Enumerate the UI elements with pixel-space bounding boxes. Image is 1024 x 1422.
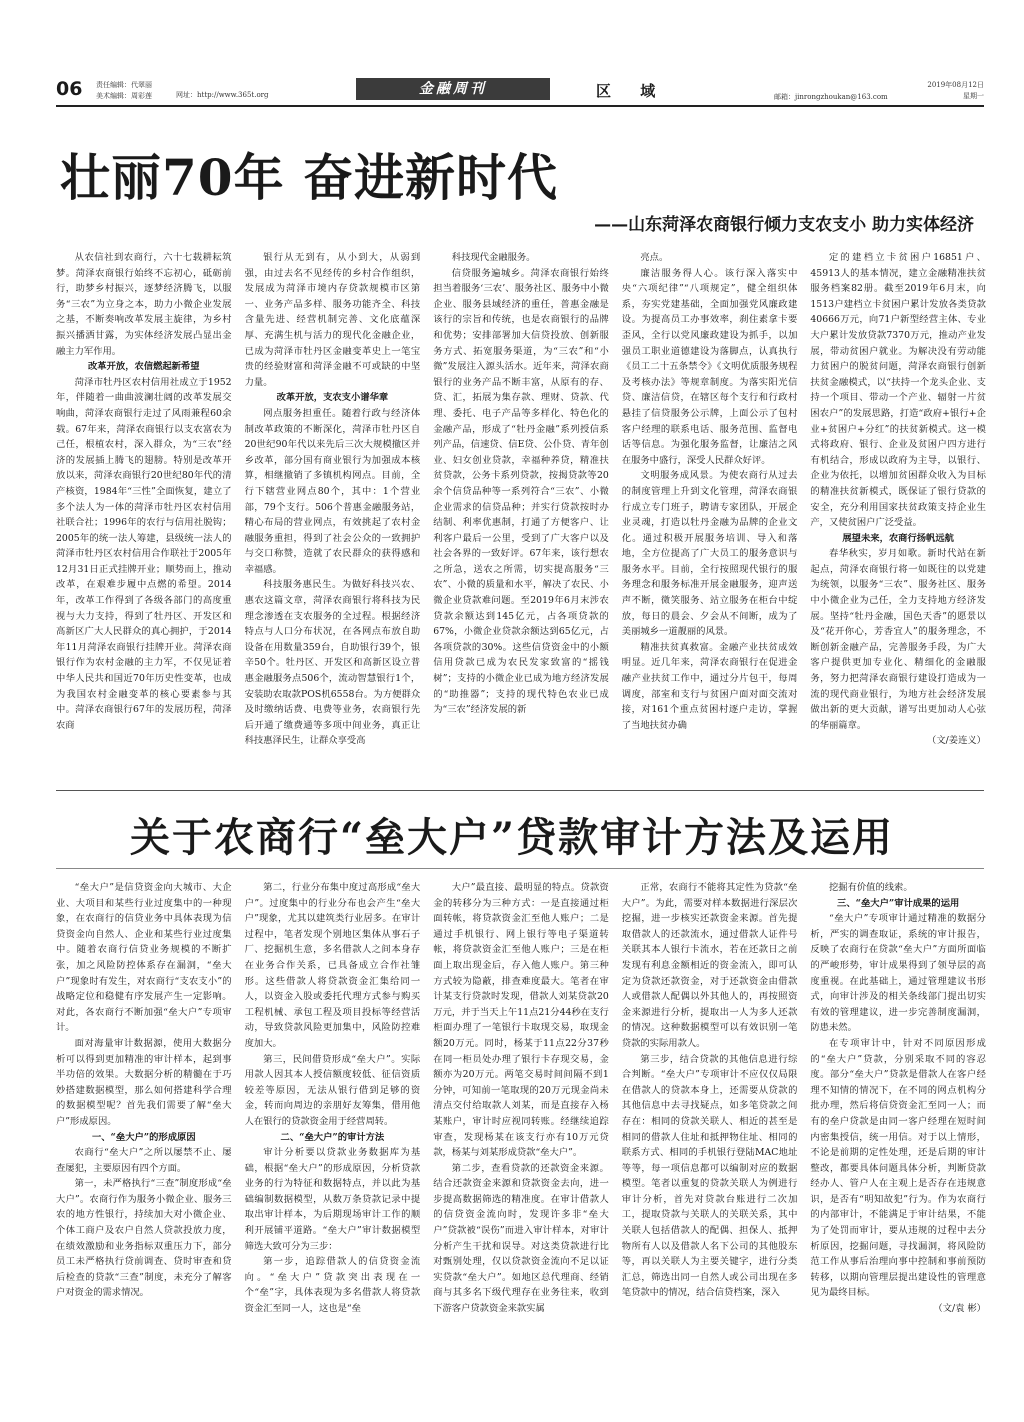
paragraph: 银行从无到有，从小到大，从弱到强，由过去名不见经传的乡村合作组织，发展成为菏泽市境内存贷款规模市区第一、业务产品多样、服务功能齐全、科技含量先进、经营机制完善、文化底蕴深厚、充满生机与活力的现代化金融企业，已成为菏泽市牡丹区金融变革史上一笔宝贵的经验财富和菏泽金融不可或缺的中坚力量。: [244, 252, 421, 388]
paragraph: 菏泽市牡丹区农村信用社成立于1952年，伴随着一曲曲波澜壮阔的改革发展交响曲，菏泽农商银行走过了风雨兼程60余载。67年来，菏泽农商银行以支农富农为己任，根植农村，深入群众，为“三农”经济的发展插上腾飞的翅膀。特别是改革开放以来，菏泽农商银行20世纪80年代的清产核资，1984年“三性”全面恢复，建立了多个法人为一体的菏泽市牡丹区农村信用社联合社；1996年的农行与信用社脱钩；2005年的统一法人筹建，县级统一法人的菏泽市牡丹区农村信用合作联社于2005年12月31日正式挂牌开业；顺势而上，推动改革，在艰难步履中点燃的希望。2014年，改革工作得到了各级各部门的高度重视与大力支持，得到了牡丹区、开发区和高新区广大人民群众的真心拥护，于2014年11月菏泽农商银行挂牌开业。菏泽农商银行作为农村金融的主力军，不仅见证着中华人民共和国近70年历史性变革，也成为我国农村金融变革的核心要素参与其中。菏泽农商银行67年的发展历程，菏泽农商: [56, 376, 232, 731]
paragraph: 亮点。: [640, 252, 669, 263]
paragraph: 科技服务惠民生。为做好科技兴农、惠农这篇文章，菏泽农商银行将科技为民理念渗透在支农服务的全过程。根据经济特点与人口分布状况，在各网点布放自助设备在用数量359台，自助银行39个，银辛50个。牡丹区、开发区和高新区设立普惠金融服务点506个，流动智慧银行1个，安装助农取款POS机6558台。为方便群众及时缴纳话费、电费等业务，农商银行先后开通了缴费通等多项中间业务，真正让科技惠泽民生，让群众享受高: [244, 579, 421, 747]
byline: （文/袁 彬）: [933, 1303, 986, 1315]
editor-name: 责任编辑：代翠丽: [96, 81, 152, 89]
article2-col4: [622, 880, 798, 1390]
weekday-text: 星期一: [963, 92, 984, 100]
section-heading: 展望未来，农商行扬帆远航: [842, 532, 954, 544]
article2-body: [56, 880, 986, 1390]
paragraph: 廉洁服务得人心。该行深入落实中央“六项纪律”“八项规定”，健全组织体系，夯实党建基础，全面加强党风廉政建设。为提高员工办事效率，刹住素拿卡要歪风，全行以党风廉政建设为抓手，以加强员工职业道德建设为落脚点，认真执行《员工二十五条禁令》《文明优质服务规程及考核办法》等规章制度。为落实阳光信贷、廉洁信贷，在辖区每个支行和行政村悬挂了信贷服务公示牌，上面公示了包村客户经理的联系电话、服务范围、监督电话等信息。为强化服务监督，让廉洁之风在服务中盛行，深受人民群众好评。: [621, 267, 798, 466]
paragraph: 第三步，结合贷款的其他信息进行综合判断。“垒大户”专项审计不应仅仅局限在借款人的贷款本身上，还需要从贷款的其他信息中去寻找疑点，如多笔贷款之间存在：相同的贷款关联人、相近的甚至是相同的借款人住址和抵押物住址、相同的联系方式、相同的手机银行登陆MAC地址等等，每一项信息都可以编制对应的数据模型。笔者以重复的贷款关联人为例进行审计分析，首先对贷款台账进行二次加工，提取贷款与关联人的关联关系，其中关联人包括借款人的配偶、担保人、抵押物所有人以及借款人名下公司的其他股东等，再以关联人为主要关键字，进行分类汇总，筛选出同一自然人或公司出现在多笔贷款中的情况，结合信贷档案，深入: [621, 1053, 798, 1299]
paragraph: 第三，民间借贷形成“垒大户”。实际用款人因其本人授信额度较低、征信资质较差等原因，无法从银行借到足够的资金，转而向周边的亲朋好友筹集，借用他人在银行的贷款资金用于经营周转。: [244, 1053, 421, 1127]
email: 邮箱：jinrongzhoukan@163.com: [774, 93, 888, 101]
paragraph: 从农信社到农商行，六十七载耕耘筑梦。菏泽农商银行始终不忘初心，砥砺前行，助梦乡村振兴，逐梦经济腾飞，以服务“三农”为立身之本，助力小微企业发展之基，不断奏响改革发展主旋律，为乡村振兴播洒甘露，为实体经济发展凸显出金融主力军作用。: [56, 252, 232, 357]
editor-credits: [96, 80, 152, 102]
article1-col5: [810, 250, 986, 782]
section-title: 区 域: [596, 82, 668, 100]
paragraph: 审计分析要以贷款业务数据库为基础，根据“垒大户”的形成原因，分析贷款业务的行为特征和数据特点，并以此为基础编制数据模型，从数万条贷款记录中提取出审计样本，为后期现场审计工作的顺利开展铺平道路。“垒大户”审计数据模型筛选大致可分为三步：: [244, 1147, 421, 1252]
paragraph: “垒大户”专项审计通过精准的数据分析，严实的调查取证，系统的审计报告，反映了农商行在贷款“垒大户”方面所面临的严峻形势，审计成果得到了领导层的高度重视。在此基础上，通过管理建议书形式，向审计涉及的相关条线部门提出切实有效的管理建议，进一步完善制度漏洞，防患未然。: [810, 913, 986, 1034]
article2-col2: [245, 880, 421, 1390]
paragraph: 面对海量审计数据源，使用大数据分析可以得到更加精准的审计样本，起到事半功倍的效果。大数据分析的精髓在于巧妙搭建数据模型，那么如何搭建科学合理的数据模型呢？首先我们需要了解“垒大户”形成原因。: [56, 1037, 232, 1127]
article-divider: [56, 790, 984, 791]
article1-col1: [56, 250, 232, 782]
article2-title-rule: [56, 868, 984, 869]
paragraph: 第二，行业分布集中度过高形成“垒大户”。过度集中的行业分布也会产生“垒大户”现象，尤其以建筑类行业居多。在审计过程中，笔者发现个别地区集体从事石子厂、挖掘机生意，多名借款人之间本身存在业务合作关系，已具备成立合作社雏形。这些借款人将贷款资金汇集给同一人，以资金入股或委托代理方式参与购买工程机械、承包工程及项目投标等经营活动，导致贷款风险更加集中，风险防控难度加大。: [244, 882, 421, 1049]
paragraph: 春华秋实，岁月如歌。新时代站在新起点，菏泽农商银行将一如既往的以党建为统领，以服务“三农”、服务社区、服务中小微企业为己任，全力支持地方经济发展。坚持“牡丹金融，国色天香”的愿景以及“花开你心，芳香宜人”的服务理念，不断创新金融产品，完善服务手段，为广大客户提供更加专业化、精细化的金融服务，努力把菏泽农商银行建设打造成为一流的现代商业银行，为地方社会经济发展做出新的更大贡献，谱写出更加动人心弦的华丽篇章。: [810, 548, 986, 731]
designer-name: 美术编辑：周彩莲: [96, 92, 152, 100]
section-heading: 三、“垒大户”审计成果的运用: [837, 897, 960, 909]
article1-col2: [245, 250, 421, 782]
masthead: 金融周刊: [356, 78, 550, 100]
paragraph: 第一步，追踪借款人的信贷资金流向。“垒大户”贷款突出表现在一个“垒”字，具体表现为多名借款人将贷款资金汇至同一人，这也是“垒: [244, 1256, 421, 1315]
article1-col3: [433, 250, 609, 782]
article2-col1: [56, 880, 232, 1390]
article2-title: 关于农商行“垒大户”贷款审计方法及运用: [130, 814, 895, 861]
paragraph: 大户”最直接、最明显的特点。贷款资金的转移分为三种方式：一是直接通过柜面转帐，将贷款资金汇至他人账户；二是通过手机银行、网上银行等电子渠道转帐，将贷款资金汇至他人账户；三是在柜面上取出现金后，存入他人账户。第三种方式较为隐蔽，排查难度最大。笔者在审计某支行贷款时发现，借款人刘某贷款20万元，并于当天上午11点21分44秒在支行柜面办理了一笔银行卡取现交易，取现金额20万元。同时，杨某于11点22分37秒在同一柜员处办理了银行卡存现交易，金额亦为20万元。两笔交易时间间隔不到1分钟，可知前一笔取现的20万元现金尚未清点交付给取款人刘某，而是直接存入杨某账户，审计时应视同转账。经继续追踪审查，发现杨某在该支行亦有10万元贷款，杨某与刘某形成贷款“垒大户”。: [433, 882, 609, 1159]
paragraph: “垒大户”是信贷资金向大城市、大企业、大项目和某些行业过度集中的一种现象，在农商行的信贷业务中具体表现为信贷资金向自然人、企业和某些行业过度集中。随着农商行信贷业务规模的不断扩张，加之风险防控体系存在漏洞，“垒大户”现象时有发生，对农商行“支农支小”的战略定位和稳健有序发展产生一定影响。对此，各农商行不断加强“垒大户”专项审计。: [56, 882, 232, 1034]
section-heading: 一、“垒大户”的形成原因: [91, 1131, 196, 1143]
article2-col5: [810, 880, 986, 1390]
article2-col3: [433, 880, 609, 1390]
paragraph: 在专项审计中，针对不同原因形成的“垒大户”贷款，分别采取不同的容忍度。部分“垒大户”贷款是借款人在客户经理不知情的情况下，在不同的网点机构分批办理，然后将信贷资金汇至同一人；而有的垒户贷款是由同一客户经理在短时间内密集授信，统一用信。对于以上情形，不论是前期的定性处理，还是后期的审计整改，都要具体问题具体分析，判断贷款经办人、管户人在主观上是否存在违规意识，是否有“明知故犯”行为。作为农商行的内部审计，不能满足于审计结果，不能为了处罚而审计，要从违规的过程中去分析原因，挖掘问题，寻找漏洞，将风险防范工作从事后治理向事中控制和事前预防转移，以期向管理层提出建设性的管理意见为最终目标。: [810, 1037, 986, 1299]
article1-body: [56, 250, 986, 782]
section-heading: 二、“垒大户”的审计方法: [280, 1131, 385, 1143]
paragraph: 农商行“垒大户”之所以屡禁不止、屡查屡犯，主要原因有四个方面。: [56, 1147, 232, 1174]
paragraph: 网点服务担重任。随着行政与经济体制改革政策的不断深化，菏泽市牡丹区自20世纪90年代以来先后三次大规模撤区并乡改革，部分国有商业银行为加强成本核算，相继撤销了多镇机构网点。目前，全行下辖营业网点80个，其中：1个营业部，79个支行。506个普惠金融服务站，精心布局的营业网点，有效挑起了农村金融服务重担，得到了社会公众的一致拥护与交口称赞，造就了农民群众的获得感和幸福感。: [244, 407, 421, 575]
paragraph: 第一，未严格执行“三查”制度形成“垒大户”。农商行作为服务小微企业、服务三农的地方性银行，持续加大对小微企业、个体工商户及农户自然人贷款投放力度，在绩效激励和业务指标双重压力下，部分员工未严格执行贷前调查、贷时审查和贷后检查的贷款“三查”制度，未充分了解客户对资金的需求情况。: [56, 1178, 232, 1299]
paragraph: 科技现代金融服务。: [451, 252, 536, 263]
article1-col4: [622, 250, 798, 782]
article1-title: 壮丽70年 奋进新时代: [60, 148, 558, 207]
website: 网址：http://www.365t.org: [176, 91, 269, 99]
paragraph: 挖掘有价值的线索。: [828, 882, 913, 893]
paragraph: 正常，农商行不能将其定性为贷款“垒大户”。为此，需要对样本数据进行深层次挖掘，进一步核实还款资金来源。首先提取借款人的还款流水，通过借款人证件号关联其本人银行卡流水，若在还款日之前发现有利息金额相近的资金流入，即可认定为贷款还款资金，对于还款资金由借款人或借款人配偶以外其他人的，再按照资金来源进行分析，提取出一人为多人还款的情况。这种数据模型可以有效识别一笔贷款的实际用款人。: [621, 882, 798, 1049]
article1-subtitle: ——山东菏泽农商银行倾力支农支小 助力实体经济: [594, 215, 974, 235]
paragraph: 第二步，查看贷款的还款资金来源。结合还款资金来源和贷款资金去向，进一步提高数据筛选的精准度。在审计借款人的信贷资金流向时，发现许多非“垒大户”贷款被“误伤”而进入审计样本，对审计分析产生干扰和误导。对这类贷款进行比对甄别处理，仅以贷款资金流向不足以证实贷款“垒大户”。如地区总代理商、经销商与其多名下级代理存在业务往来，收到下游客户贷款资金来款实属: [433, 1162, 609, 1315]
header-rule: [56, 105, 984, 107]
paragraph: 文明服务成风景。为使农商行从过去的制度管理上升到文化管理，菏泽农商银行成立专门班子，聘请专家团队，开展企业灵魂，打造以牡丹金融为品牌的企业文化。通过积极开展服务培训、导入和落地，全方位提高了广大员工的服务意识与服务水平。目前，全行按照现代银行的服务理念和服务标准开展金融服务，迎声送声不断，微笑服务、站立服务在柜台中绽放，每日的晨会、夕会从不间断，成为了美丽城乡一道靓丽的风景。: [621, 470, 798, 638]
issue-date: [927, 80, 984, 102]
page-number: 06: [56, 78, 83, 100]
date-text: 2019年08月12日: [927, 81, 984, 89]
section-heading: 改革开放，支农支小谱华章: [276, 392, 389, 404]
paragraph: 定的建档立卡贫困户16851户、45913人的基本情况，建立金融精准扶贫服务档案82册。截至2019年6月末，向1513户建档立卡贫困户累计发放各类贷款40666万元，向71户新型经营主体、专业大户累计发放贷款7370万元，推动产业发展，带动贫困户就业。为解决没有劳动能力贫困户的脱贫问题，菏泽农商银行创新扶贫金融模式，以“扶持一个龙头企业、支持一个项目、带动一个产业、辐射一片贫困农户”的发展思路，打造“政府+银行+企业+贫困户+分红”的扶贫新模式。这一模式将政府、银行、企业及贫困户四方进行有机结合，形成以政府为主导，以银行、企业为依托，以增加贫困群众收入为目标的精准扶贫新模式，既保证了银行贷款的安全，充分利用国家扶贫政策支持企业生产，又使贫困户广泛受益。: [810, 252, 986, 529]
byline: （文/姜连义）: [927, 735, 986, 747]
section-heading: 改革开放，农信燃起新希望: [88, 361, 200, 373]
paragraph: 信贷服务遍城乡。菏泽农商银行始终担当着服务‘三农’、服务社区、服务中小微企业、服务县域经济的重任，普惠金融是该行的宗旨和传统，也是农商银行的品牌和优势；安排部署加大信贷投放、创新服务方式、拓宽服务渠道，为“三农”和“小微”发展注入源头活水。近年来，菏泽农商银行的业务产品不断丰富，从原有的存、贷、汇，拓展为集存款、理财、贷款、代理、委托、电子产品等多样化、特色化的金融产品，形成了“牡丹金融”系列授信系列产品，信速贷、信E贷、公仆贷、青年创业、妇女创业贷款，幸福种养贷，精准扶贫贷款，公务卡系列贷款，按揭贷款等20余个信贷品种等一系列符合“三农”、小微企业需求的信贷品种；并实行贷款按时办结制、利率优惠制，打通了方便客户、让利客户最后一公里，受到了广大客户以及社会各界的一致好评。67年来，该行想农之所急，送农之所需，切实提高服务“三农”、小微的质量和水平，解决了农民、小微企业贷款难问题。至2019年6月末涉农贷款余额达到145亿元，占各项贷款的67%，小微企业贷款余额达到65亿元，占各项贷款的30%。这些信贷资金中的小额信用贷款已成为农民发家致富的“摇钱树”；支持的小微企业已成为地方经济发展的“助推器”；支持的现代特色农业已成为“三农”经济发展的新: [433, 267, 609, 716]
page-header: [56, 78, 984, 106]
paragraph: 精准扶贫真救富。金融产业扶贫成效明显。近几年来，菏泽农商银行在促进金融产业扶贫工作中，通过分片包干，每周调度，部室和支行与贫困户面对面交流对接，对161个重点贫困村逐户走访，掌握了当地扶贫办确: [621, 641, 798, 731]
